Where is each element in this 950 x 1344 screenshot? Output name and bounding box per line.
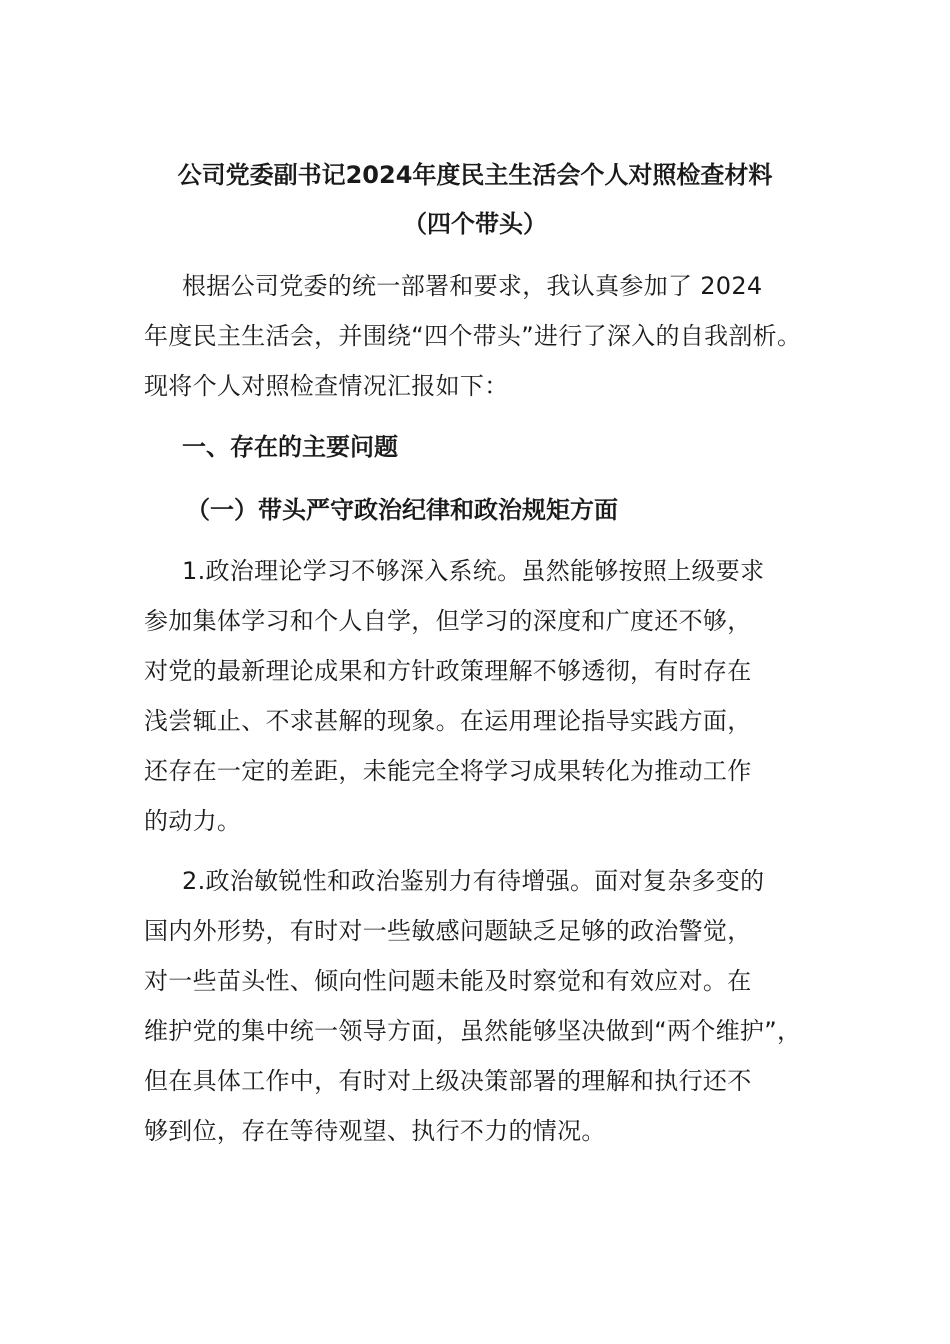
intro-line: 根据公司党委的统一部署和要求，我认真参加了 2024	[182, 272, 763, 300]
document-subtitle: （四个带头）	[403, 210, 547, 238]
paragraph-line: 维护党的集中统一领导方面，虽然能够坚决做到“两个维护”，	[144, 1017, 802, 1045]
paragraph-line: 的动力。	[144, 807, 242, 835]
paragraph-line: 浅尝辄止、不求甚解的现象。在运用理论指导实践方面，	[144, 707, 752, 735]
section-heading: 一、存在的主要问题	[182, 433, 398, 461]
document-title: 公司党委副书记2024年度民主生活会个人对照检查材料	[177, 161, 773, 189]
paragraph-line: 国内外形势，有时对一些敏感问题缺乏足够的政治警觉，	[144, 917, 752, 945]
paragraph-line: 但在具体工作中，有时对上级决策部署的理解和执行还不	[144, 1067, 752, 1095]
paragraph-line: 对党的最新理论成果和方针政策理解不够透彻，有时存在	[144, 657, 752, 685]
intro-line: 现将个人对照检查情况汇报如下：	[144, 372, 509, 400]
paragraph-2	[144, 856, 824, 1156]
paragraph-line: 1.政治理论学习不够深入系统。虽然能够按照上级要求	[182, 557, 765, 585]
paragraph-line: 还存在一定的差距，未能完全将学习成果转化为推动工作	[144, 757, 752, 785]
intro-paragraph	[144, 261, 824, 411]
paragraph-line: 2.政治敏锐性和政治鉴别力有待增强。面对复杂多变的	[182, 867, 765, 895]
paragraph-line: 参加集体学习和个人自学，但学习的深度和广度还不够，	[144, 607, 752, 635]
paragraph-line: 对一些苗头性、倾向性问题未能及时察觉和有效应对。在	[144, 967, 752, 995]
paragraph-1	[144, 546, 824, 846]
intro-line: 年度民主生活会，并围绕“四个带头”进行了深入的自我剖析。	[144, 322, 802, 350]
paragraph-line: 够到位，存在等待观望、执行不力的情况。	[144, 1117, 606, 1145]
subsection-heading: （一）带头严守政治纪律和政治规矩方面	[186, 496, 618, 524]
